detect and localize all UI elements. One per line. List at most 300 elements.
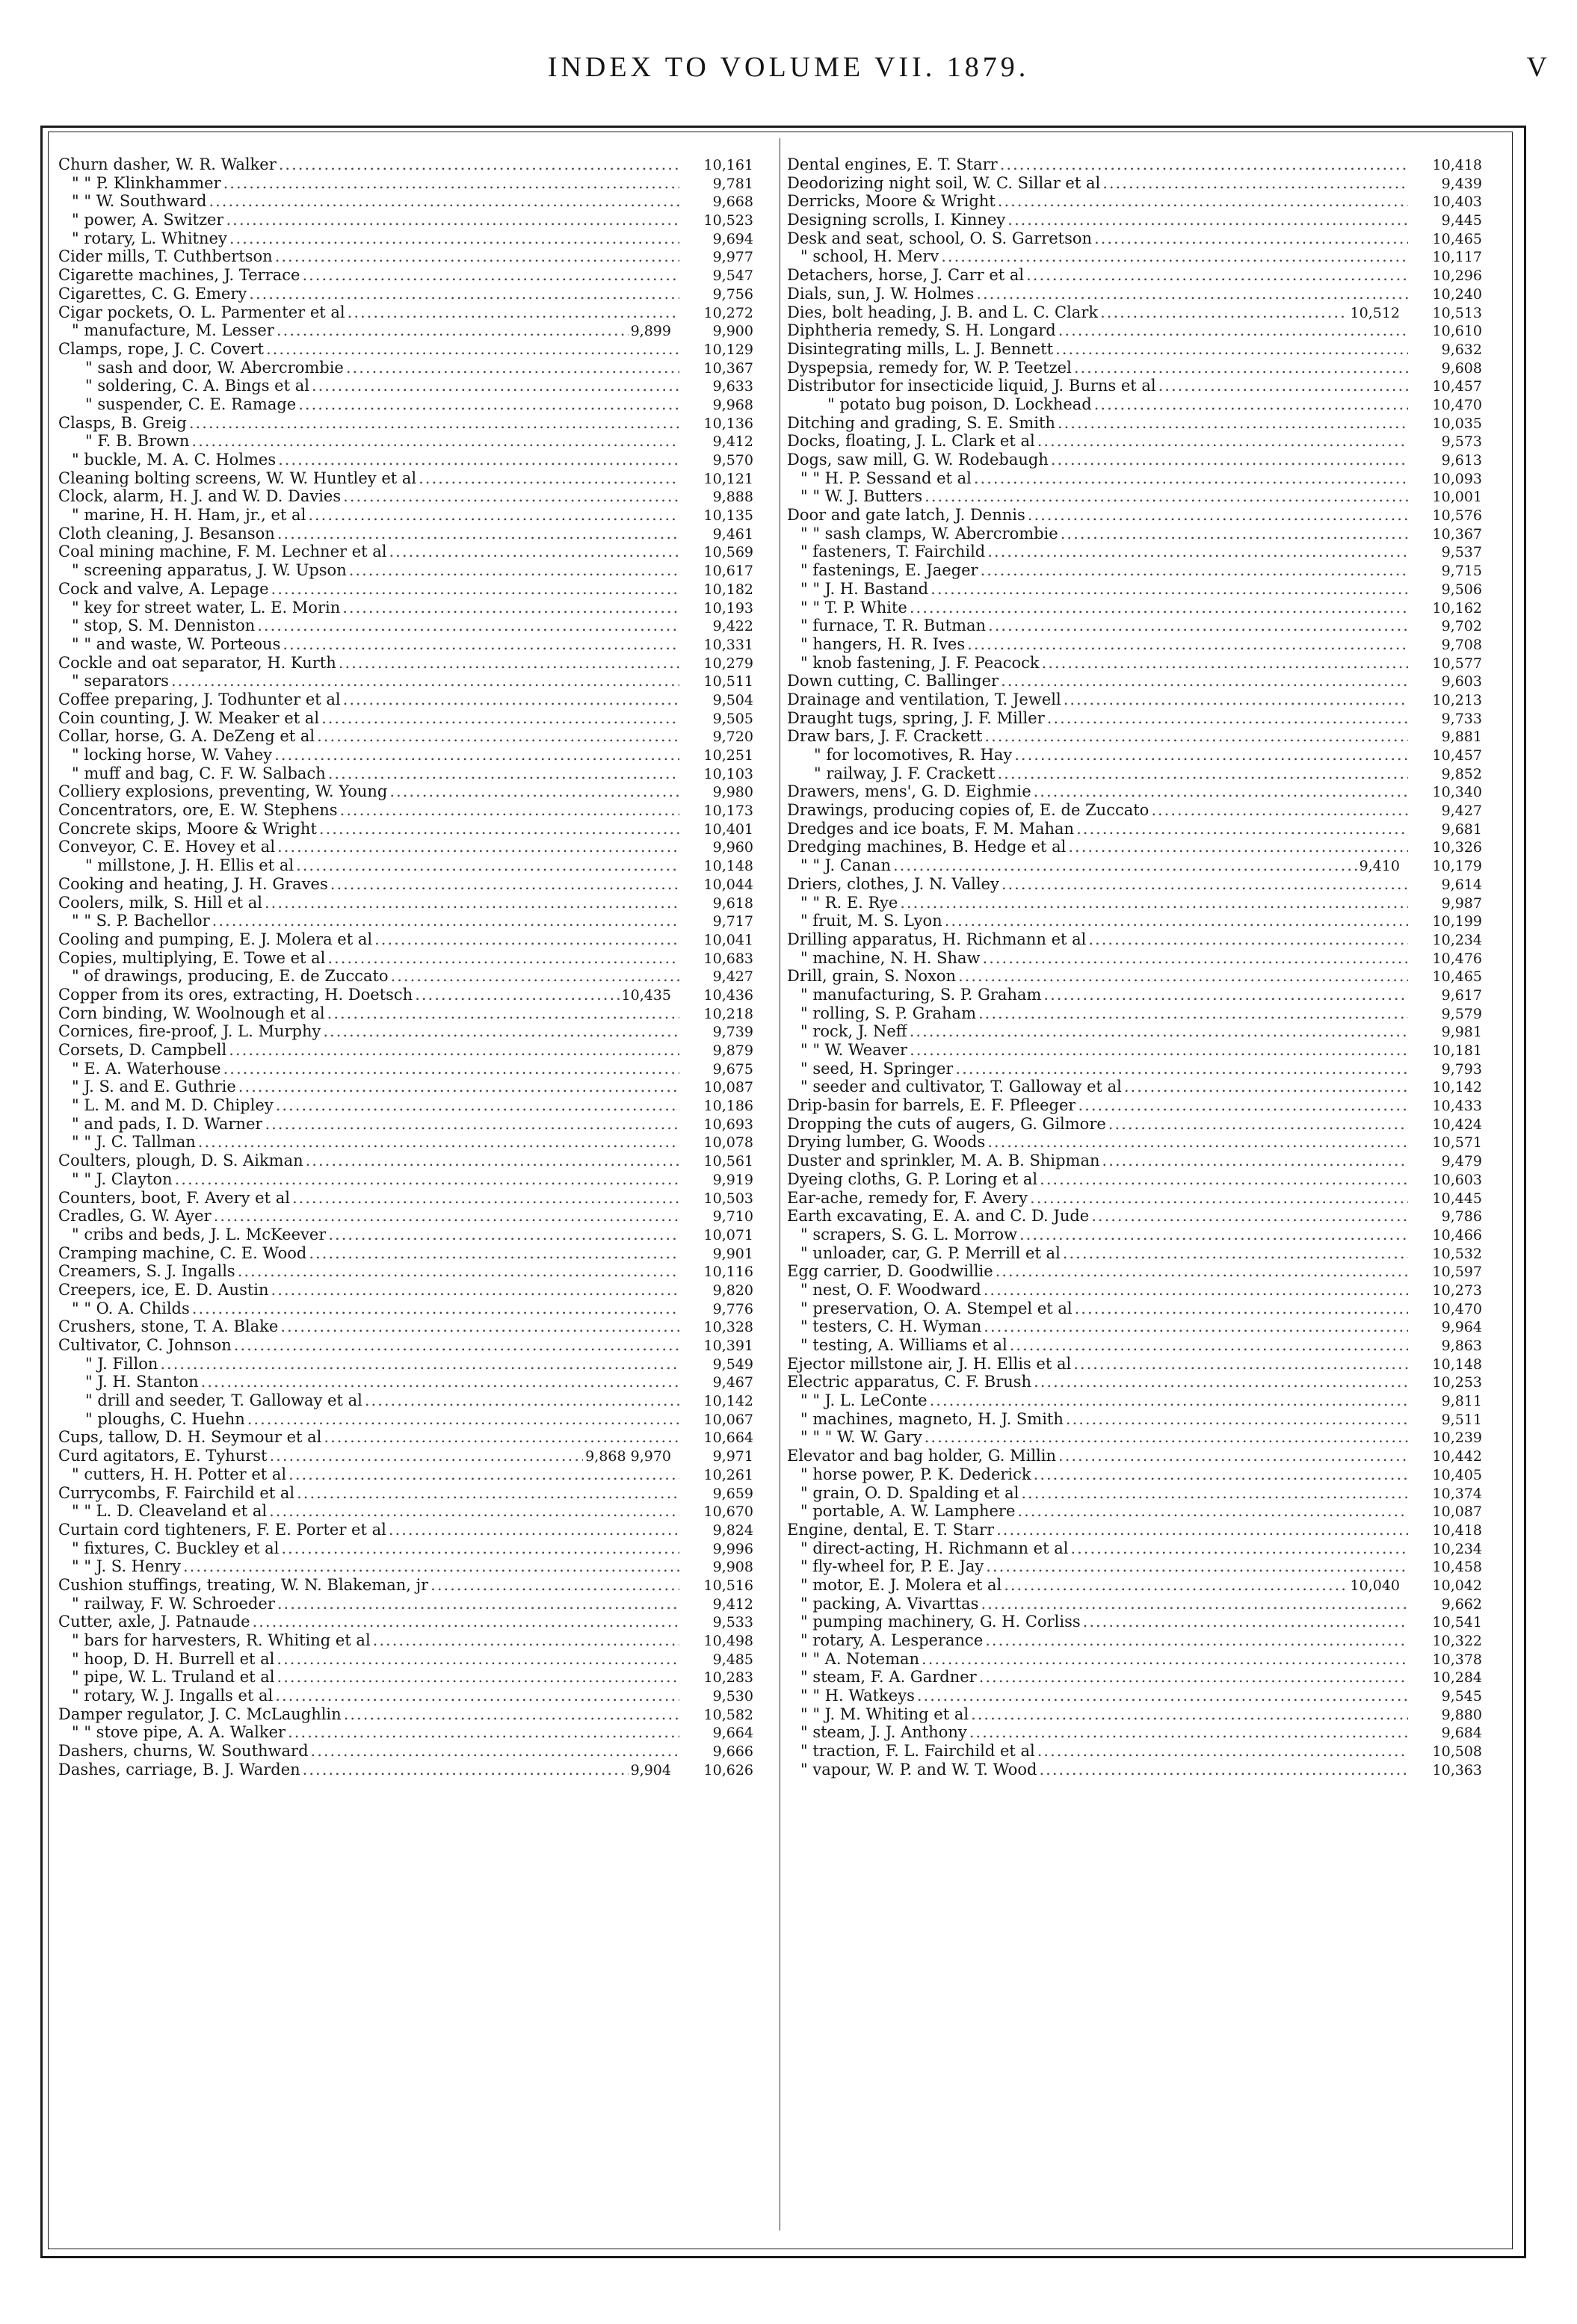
index-entry (58, 709, 753, 728)
index-entry (58, 1631, 753, 1650)
leader-dots (981, 561, 1408, 580)
index-entry (58, 155, 753, 174)
leader-dots (344, 1705, 679, 1724)
index-entry (787, 1687, 1482, 1705)
entry-text: " " H. Watkeys (800, 1687, 915, 1705)
entry-text: " buckle, M. A. C. Holmes (72, 451, 277, 469)
index-entry (787, 782, 1482, 801)
index-entry (58, 856, 753, 875)
index-entry (58, 986, 753, 1004)
entry-page-number: 10,569 (703, 544, 753, 561)
entry-page-number: 9,900 (712, 323, 753, 340)
leader-dots (984, 1281, 1408, 1299)
leader-dots (238, 1078, 679, 1096)
leader-dots (1094, 229, 1408, 248)
entry-text: Dredging machines, B. Hedge et al (787, 838, 1067, 856)
leader-dots (323, 1022, 679, 1041)
entry-page-number: 9,820 (712, 1282, 753, 1299)
index-entry (787, 1262, 1482, 1281)
index-entry (58, 764, 753, 783)
entry-text: " manufacture, M. Lesser (72, 321, 274, 340)
leader-dots (893, 856, 1357, 875)
index-entry (787, 1391, 1482, 1410)
entry-page-number: 9,545 (1441, 1688, 1482, 1705)
index-entry (787, 1521, 1482, 1539)
entry-text: Draught tugs, spring, J. F. Miller (787, 708, 1045, 727)
index-entry (58, 838, 753, 856)
entry-page-number: 9,467 (712, 1374, 753, 1391)
page-title: INDEX TO VOLUME VII. 1879. (547, 52, 1030, 83)
entry-text: " power, A. Switzer (72, 211, 224, 229)
leader-dots (303, 1761, 629, 1779)
entry-text: " " H. P. Sessand et al (800, 469, 972, 487)
entry-page-number: 9,694 (712, 230, 753, 247)
entry-text: Cock and valve, A. Lepage (58, 579, 269, 598)
entry-page-number: 10,457 (1432, 378, 1482, 395)
entry-page-number: 9,549 (712, 1356, 753, 1373)
leader-dots (321, 709, 679, 728)
entry-page-number: 10,161 (703, 157, 753, 173)
entry-page-number: 10,391 (703, 1338, 753, 1354)
leader-dots (1030, 1189, 1408, 1208)
entry-text: " vapour, W. P. and W. T. Wood (800, 1760, 1037, 1778)
entry-text: " " R. E. Rye (800, 893, 898, 912)
index-entry (58, 561, 753, 580)
index-entry (58, 487, 753, 506)
index-entry (58, 635, 753, 654)
index-entry (787, 1631, 1482, 1650)
entry-extra-page: 10,435 (621, 986, 671, 1004)
leader-dots (265, 1115, 679, 1134)
leader-dots (922, 1650, 1408, 1669)
leader-dots (983, 949, 1408, 968)
entry-page-number: 9,720 (712, 729, 753, 746)
entry-text: Derricks, Moore & Wright (787, 192, 996, 211)
index-entry (58, 1170, 753, 1189)
leader-dots (1158, 377, 1408, 395)
entry-text: " testing, A. Williams et al (800, 1336, 1007, 1354)
entry-page-number: 10,511 (703, 673, 753, 690)
entry-page-number: 10,071 (703, 1226, 753, 1243)
entry-page-number: 10,181 (1432, 1042, 1482, 1059)
index-entry (58, 451, 753, 469)
entry-text: " E. A. Waterhouse (72, 1059, 221, 1078)
leader-dots (1064, 690, 1408, 709)
entry-page-number: 10,576 (1432, 507, 1482, 525)
entry-text: " steam, J. J. Anthony (800, 1723, 967, 1742)
entry-page-number: 10,617 (703, 563, 753, 580)
leader-dots (298, 395, 679, 414)
index-entry (787, 1705, 1482, 1724)
index-entry (787, 1650, 1482, 1669)
index-entry (787, 856, 1482, 875)
index-entry (787, 377, 1482, 395)
leader-dots (1068, 838, 1408, 856)
leader-dots (1034, 1373, 1408, 1391)
leader-dots (1083, 1613, 1408, 1631)
entry-text: Clock, alarm, H. J. and W. D. Davies (58, 487, 342, 506)
entry-text: Crushers, stone, T. A. Blake (58, 1317, 279, 1336)
leader-dots (931, 580, 1408, 599)
entry-page-number: 10,597 (1432, 1264, 1482, 1281)
leader-dots (274, 746, 679, 764)
leader-dots (365, 1391, 679, 1410)
index-entry (787, 1041, 1482, 1060)
entry-text: Curd agitators, E. Tyhurst (58, 1447, 268, 1465)
leader-dots (306, 1152, 679, 1170)
index-entry (58, 746, 753, 764)
index-entry (58, 1244, 753, 1263)
index-entry (58, 469, 753, 488)
entry-page-number: 10,374 (1432, 1485, 1482, 1502)
entry-text: " J. S. and E. Guthrie (72, 1078, 236, 1096)
index-entry (787, 986, 1482, 1004)
index-entry (58, 432, 753, 451)
entry-text: " hoop, D. H. Burrell et al (72, 1649, 275, 1668)
entry-page-number: 9,675 (712, 1060, 753, 1078)
entry-text: " testers, C. H. Wyman (800, 1317, 982, 1336)
entry-page-number: 9,960 (712, 839, 753, 856)
entry-text: Corn binding, W. Woolnough et al (58, 1004, 325, 1022)
leader-dots (1075, 1299, 1408, 1318)
entry-text: Dyspepsia, remedy for, W. P. Teetzel (787, 358, 1072, 377)
entry-text: Ear-ache, remedy for, F. Avery (787, 1188, 1028, 1207)
leader-dots (277, 838, 679, 856)
leader-dots (1102, 174, 1408, 193)
leader-dots (1019, 1226, 1408, 1244)
leader-dots (910, 599, 1408, 617)
entry-page-number: 9,505 (712, 710, 753, 727)
entry-text: " marine, H. H. Ham, jr., et al (72, 506, 306, 525)
index-entry (787, 321, 1482, 340)
leader-dots (277, 525, 679, 543)
index-entry (787, 616, 1482, 635)
entry-page-number: 9,968 (712, 396, 753, 413)
entry-text: " screening apparatus, J. W. Upson (72, 561, 347, 580)
entry-text: Curtain cord tighteners, F. E. Porter et al (58, 1520, 386, 1539)
leader-dots (309, 1244, 679, 1263)
entry-text: Distributor for insecticide liquid, J. Burns et al (787, 377, 1156, 395)
leader-dots (1094, 395, 1408, 414)
index-entry (787, 359, 1482, 377)
entry-text: " " and waste, W. Porteous (72, 634, 281, 653)
leader-dots (175, 1170, 679, 1189)
index-entry (58, 1705, 753, 1724)
entry-text: Concentrators, ore, E. W. Stephens (58, 801, 338, 820)
entry-page-number: 10,296 (1432, 268, 1482, 285)
entry-text: " pipe, W. L. Truland et al (72, 1668, 275, 1687)
leader-dots (976, 285, 1408, 303)
entry-page-number: 9,879 (712, 1042, 753, 1059)
index-entry (787, 654, 1482, 673)
leader-dots (160, 1355, 679, 1373)
index-entry (787, 340, 1482, 359)
leader-dots (201, 1373, 679, 1391)
leader-dots (1100, 303, 1348, 322)
entry-text: " fly-wheel for, P. E. Jay (800, 1557, 984, 1576)
index-entry (58, 1133, 753, 1152)
entry-page-number: 10,418 (1432, 1521, 1482, 1539)
index-entry (58, 414, 753, 433)
index-entry (58, 1668, 753, 1687)
entry-page-number: 9,977 (712, 249, 753, 266)
index-entry (58, 967, 753, 986)
leader-dots (1037, 1742, 1408, 1761)
entry-page-number: 9,506 (1441, 581, 1482, 598)
entry-page-number: 9,614 (1441, 876, 1482, 893)
entry-text: Drawers, mens', G. D. Eighmie (787, 782, 1031, 801)
entry-page-number: 9,659 (712, 1485, 753, 1502)
leader-dots (328, 1226, 679, 1244)
entry-text: Dental engines, E. T. Starr (787, 155, 998, 173)
leader-dots (1051, 451, 1408, 469)
leader-dots (183, 1557, 679, 1576)
index-entry (58, 1207, 753, 1226)
entry-text: " " J. M. Whiting et al (800, 1705, 969, 1723)
leader-dots (998, 192, 1408, 211)
index-entry (787, 1355, 1482, 1373)
entry-page-number: 10,142 (703, 1393, 753, 1410)
leader-dots (327, 949, 679, 968)
index-entry (787, 1152, 1482, 1170)
entry-page-number: 10,418 (1432, 157, 1482, 173)
entry-page-number: 9,824 (712, 1521, 753, 1539)
entry-page-number: 10,129 (703, 341, 753, 358)
leader-dots (229, 229, 679, 248)
entry-text: " and pads, I. D. Warner (72, 1114, 263, 1133)
entry-page-number: 10,367 (703, 359, 753, 377)
entry-page-number: 9,852 (1441, 765, 1482, 782)
index-entry (58, 1391, 753, 1410)
entry-page-number: 10,240 (1432, 285, 1482, 303)
index-entry (58, 1465, 753, 1484)
leader-dots (276, 1096, 679, 1115)
entry-page-number: 9,608 (1441, 359, 1482, 377)
index-entry (787, 930, 1482, 949)
entry-page-number: 9,666 (712, 1743, 753, 1761)
entry-text: " seeder and cultivator, T. Galloway et al (800, 1078, 1122, 1096)
index-entry (787, 1096, 1482, 1115)
entry-text: Duster and sprinkler, M. A. B. Shipman (787, 1152, 1100, 1170)
index-entry (787, 709, 1482, 728)
index-entry (58, 1613, 753, 1631)
index-entry (58, 654, 753, 673)
leader-dots (297, 1484, 679, 1503)
index-entry (787, 1595, 1482, 1613)
entry-text: Drill, grain, S. Noxon (787, 967, 956, 986)
entry-text: Copies, multiplying, E. Towe et al (58, 948, 326, 967)
entry-text: Churn dasher, W. R. Walker (58, 155, 277, 173)
index-entry (58, 912, 753, 930)
index-entry (787, 635, 1482, 654)
entry-text: Dropping the cuts of augers, G. Gilmore (787, 1114, 1106, 1133)
leader-dots (996, 1262, 1408, 1281)
entry-page-number: 10,326 (1432, 839, 1482, 856)
entry-text: " locking horse, W. Vahey (72, 746, 273, 764)
leader-dots (223, 174, 679, 193)
entry-page-number: 9,781 (712, 175, 753, 192)
entry-page-number: 10,571 (1432, 1134, 1482, 1152)
index-entry (787, 247, 1482, 266)
index-entry (787, 1299, 1482, 1318)
index-entry (787, 672, 1482, 690)
entry-page-number: 10,340 (1432, 784, 1482, 801)
entry-page-number: 10,234 (1432, 1540, 1482, 1557)
leader-dots (266, 340, 679, 359)
entry-text: " grain, O. D. Spalding et al (800, 1483, 1019, 1502)
entry-page-number: 10,445 (1432, 1190, 1482, 1207)
index-entry (787, 155, 1482, 174)
entry-page-number: 10,253 (1432, 1374, 1482, 1391)
index-entry (58, 949, 753, 968)
entry-text: " " J. S. Henry (72, 1557, 181, 1576)
index-entry (58, 1299, 753, 1318)
entry-page-number: 10,503 (703, 1190, 753, 1207)
leader-dots (925, 1428, 1408, 1447)
entry-text: " fruit, M. S. Lyon (800, 912, 942, 930)
entry-text: " " J. Canan (800, 856, 891, 875)
entry-text: " rolling, S. P. Graham (800, 1004, 976, 1022)
entry-text: Cornices, fire-proof, J. L. Murphy (58, 1022, 321, 1041)
entry-page-number: 10,442 (1432, 1448, 1482, 1465)
leader-dots (978, 1004, 1408, 1023)
entry-text: Collar, horse, G. A. DeZeng et al (58, 727, 315, 746)
entry-text: " drill and seeder, T. Galloway et al (85, 1391, 362, 1410)
entry-page-number: 10,532 (1432, 1245, 1482, 1262)
leader-dots (253, 1613, 679, 1631)
index-entry (58, 1373, 753, 1391)
index-entry (58, 1484, 753, 1503)
entry-page-number: 10,470 (1432, 1300, 1482, 1317)
index-entry (58, 599, 753, 617)
entry-text: Corsets, D. Campbell (58, 1041, 227, 1059)
entry-text: Deodorizing night soil, W. C. Sillar et al (787, 173, 1101, 192)
leader-dots (967, 635, 1408, 654)
leader-dots (987, 543, 1408, 561)
entry-text: " " A. Noteman (800, 1649, 920, 1668)
leader-dots (330, 875, 679, 894)
entry-page-number: 10,162 (1432, 599, 1482, 616)
entry-text: " " W. Southward (72, 192, 207, 211)
leader-dots (1026, 266, 1408, 285)
index-entry (787, 1539, 1482, 1558)
entry-text: Door and gate latch, J. Dennis (787, 506, 1025, 525)
index-entry (58, 285, 753, 303)
index-entry (787, 1207, 1482, 1226)
entry-page-number: 10,218 (703, 1005, 753, 1022)
index-entry (58, 1447, 753, 1465)
entry-page-number: 9,710 (712, 1208, 753, 1226)
entry-text: Drip-basin for barrels, E. F. Pfleeger (787, 1096, 1076, 1115)
entry-page-number: 10,561 (703, 1153, 753, 1170)
index-entry (58, 801, 753, 820)
entry-page-number: 10,261 (703, 1466, 753, 1483)
entry-text: " " J. H. Bastand (800, 579, 929, 598)
index-entry (787, 525, 1482, 543)
leader-dots (419, 469, 679, 488)
entry-text: " steam, F. A. Gardner (800, 1668, 977, 1687)
entry-page-number: 9,901 (712, 1245, 753, 1262)
index-entry (787, 395, 1482, 414)
index-entry (58, 506, 753, 525)
index-entry (58, 1317, 753, 1336)
leader-dots (1017, 1502, 1408, 1521)
entry-page-number: 10,516 (703, 1577, 753, 1594)
leader-dots (430, 1576, 679, 1595)
entry-page-number: 9,485 (712, 1651, 753, 1668)
leader-dots (930, 1391, 1408, 1410)
leader-dots (1091, 1207, 1408, 1226)
index-entry (58, 1152, 753, 1170)
index-column-left (58, 155, 753, 1779)
entry-page-number: 9,668 (712, 194, 753, 211)
entry-page-number: 10,378 (1432, 1651, 1482, 1668)
leader-dots (278, 451, 679, 469)
index-entry (58, 1226, 753, 1244)
entry-text: Cups, tallow, D. H. Seymour et al (58, 1428, 322, 1447)
entry-text: " potato bug poison, D. Lockhead (827, 395, 1092, 413)
leader-dots (1043, 986, 1408, 1004)
index-entry (787, 820, 1482, 838)
leader-dots (389, 543, 679, 561)
entry-page-number: 9,445 (1441, 212, 1482, 229)
index-entry (58, 580, 753, 599)
leader-dots (192, 1299, 679, 1318)
entry-text: " direct-acting, H. Richmann et al (800, 1539, 1069, 1557)
index-entry (787, 727, 1482, 746)
entry-page-number: 10,213 (1432, 691, 1482, 708)
entry-page-number: 9,881 (1441, 729, 1482, 746)
index-entry (58, 1262, 753, 1281)
index-entry (787, 1336, 1482, 1355)
entry-text: " knob fastening, J. F. Peacock (800, 653, 1040, 672)
entry-text: " soldering, C. A. Bings et al (85, 377, 309, 395)
entry-text: Counters, boot, F. Avery et al (58, 1188, 290, 1207)
entry-text: " cribs and beds, J. L. McKeever (72, 1225, 327, 1243)
index-entry (58, 1355, 753, 1373)
index-entry (787, 1428, 1482, 1447)
entry-page-number: 10,067 (703, 1411, 753, 1428)
leader-dots (910, 1041, 1408, 1060)
entry-text: Disintegrating mills, L. J. Bennett (787, 339, 1054, 358)
index-entry (787, 1742, 1482, 1761)
entry-text: Creepers, ice, E. D. Austin (58, 1280, 269, 1299)
leader-dots (389, 782, 679, 801)
leader-dots (249, 285, 679, 303)
index-entry (58, 1595, 753, 1613)
leader-dots (1088, 930, 1408, 949)
leader-dots (1058, 1447, 1408, 1465)
entry-text: " " S. P. Bachellor (72, 912, 210, 930)
entry-text: " " P. Klinkhammer (72, 173, 221, 192)
leader-dots (296, 856, 679, 875)
index-entry (58, 1022, 753, 1041)
entry-text: Drying lumber, G. Woods (787, 1133, 986, 1152)
entry-page-number: 10,135 (703, 507, 753, 525)
entry-page-number: 9,662 (1441, 1595, 1482, 1613)
entry-page-number: 10,508 (1432, 1743, 1482, 1761)
leader-dots (346, 359, 679, 377)
entry-page-number: 10,626 (703, 1761, 753, 1778)
entry-page-number: 10,148 (1432, 1356, 1482, 1373)
leader-dots (339, 654, 679, 673)
entry-page-number: 9,633 (712, 378, 753, 395)
entry-page-number: 10,035 (1432, 415, 1482, 432)
entry-page-number: 10,279 (703, 655, 753, 672)
entry-text: " bars for harvesters, R. Whiting et al (72, 1631, 371, 1649)
index-entry (787, 303, 1482, 322)
entry-page-number: 9,793 (1441, 1060, 1482, 1078)
